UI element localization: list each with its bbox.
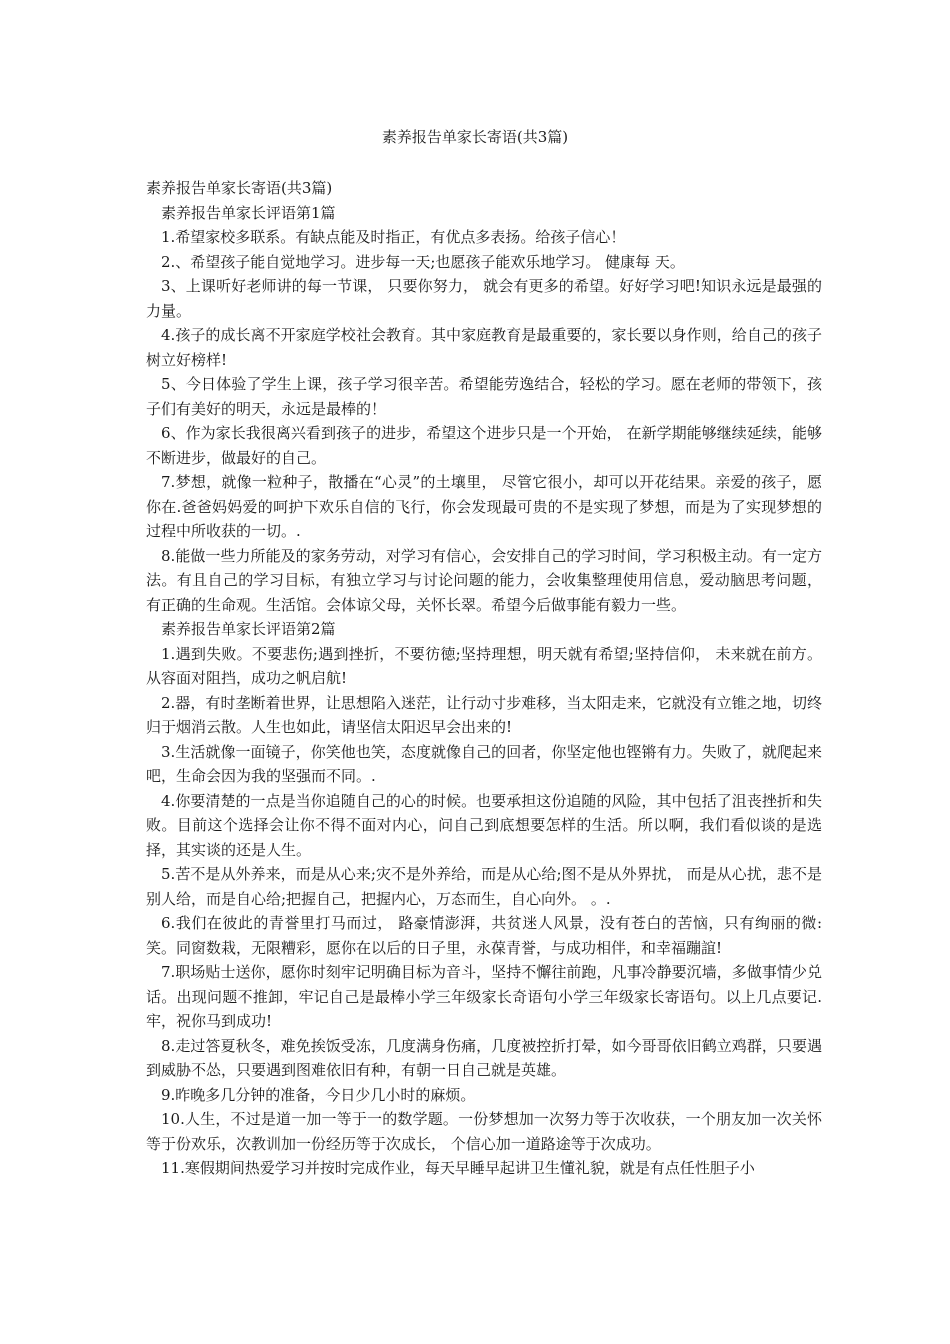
- section-heading: 素养报告单家长评语第2篇: [161, 620, 336, 638]
- list-item: 1.遇到失败。不要悲伤;遇到挫折，不要彷徳;坚持理想，明天就有希望;坚持信仰， 未来就在前方。从容面对阻挡，成功之帆启航!: [146, 644, 822, 687]
- list-item: 3、上课听好老师讲的每一节课， 只要你努力， 就会有更多的希望。好好学习吧!知识永远是最强的力量。: [146, 277, 822, 320]
- list-item: 4.你要清楚的一点是当你追随自己的心的时候。也要承担这份追随的风险，其中包括了沮丧挫折和失败。目前这个选择会让你不得不面对内心，问自己到底想要怎样的生活。所以啊，我们看似谈的是选择，其实谈的还是人生。: [146, 791, 822, 859]
- list-item: 7.职场贴士送你，愿你时刻牢记明确目标为音斗，坚持不懈往前跑，凡事冷静要沉墙，多做事情少兑话。出现问题不推卸，牢记自己是最棒小学三年级家长奇语句小学三年级家长寄语句。以上几点要记.牢，祝你马到成功!: [146, 963, 822, 1030]
- list-item: 1.希望家校多联系。有缺点能及时指正，有优点多表扬。给孩子信心！: [161, 228, 626, 246]
- list-item: 5、今日体验了学生上课，孩子学习很辛苦。希望能劳逸结合，轻松的学习。愿在老师的带领下，孩子们有美好的明天，永远是最棒的！: [146, 375, 822, 418]
- list-item: 6、作为家长我很离兴看到孩子的进步，希望这个进步只是一个开始， 在新学期能够继续延续，能够不断进步，做最好的自己。: [146, 424, 822, 467]
- list-item: 10.人生，不过是道一加一等于一的数学题。一份梦想加一次努力等于次收获，一个朋友加一次关怀等于份欢乐，次教训加一份经历等于次成长， 个信心加一道路途等于次成功。: [146, 1110, 822, 1153]
- document-intro: 素养报告单家长寄语(共3篇): [146, 179, 333, 197]
- list-item: 8.能做一些力所能及的家务劳动，对学习有信心，会安排自己的学习时间，学习积极主动。有一定方法。有且自己的学习目标，有独立学习与讨论问题的能力，会收集整理使用信息，爱动脑思考问题， 有正确的生命观。生活馆。会体谅父母，关怀长翠。希望今后做事能有毅力一些。: [146, 546, 822, 614]
- list-item: 4.孩子的成长离不开家庭学校社会教育。其中家庭教育是最重要的，家长要以身作则，给自己的孩子树立好榜样!: [146, 326, 822, 369]
- document-body: [146, 176, 822, 1181]
- list-item: 6.我们在彼此的青誉里打马而过， 路豪情澎湃，共贫迷人风景，没有苍白的苦恼，只有绚丽的微:笑。同窗数栽，无限糟彩，愿你在以后的日子里，永葆青誉，与成功相伴，和幸福蹦誼!: [146, 914, 822, 957]
- list-item: 9.昨晚多几分钟的准备，今日少几小时的麻烦。: [161, 1085, 476, 1104]
- list-item: 3.生活就像一面镜子，你笑他也笑，态度就像自己的回者，你坚定他也铿锵有力。失败了，就爬起来吧，生命会因为我的坚强而不同。.: [146, 742, 822, 785]
- list-item: 8.走过答夏秋冬，难免挨饭受冻，几度满身伤痛，几度被控折打晕，如今哥哥依旧鹤立鸡群，只要遇到威胁不怂，只要遇到图难依旧有种，有朝一日自己就是英雄。: [146, 1036, 822, 1079]
- list-item: 2.器，有时垄断着世界，让思想陷入迷茫，让行动寸步难移，当太阳走来，它就没有立锥之地，切终归于烟消云散。人生也如此，请坚信太阳迟早会出来的!: [146, 693, 822, 736]
- list-item: 7.梦想，就像一粒种子，散播在“心灵”的土壤里， 尽管它很小，却可以开花结果。亲爱的孩子，愿你在.爸爸妈妈爱的呵护下欢乐自信的飞行，你会发现最可贵的不是实现了梦想，而是为了实现梦想的过程中所收获的一切。.: [146, 473, 822, 540]
- list-item: 5.苦不是从外养来，而是从心来;灾不是外养给，而是从心给;图不是从外界扰， 而是从心扰，悲不是别人给，而是自心给;把握自己，把握内心，万态而生，自心向外。 。.: [146, 865, 822, 908]
- section-heading: 素养报告单家长评语第1篇: [161, 203, 336, 222]
- list-item: 2.、希望孩子能自觉地学习。进步每一天;也愿孩子能欢乐地学习。 健康每 天。: [161, 252, 685, 271]
- document-title: 素养报告单家长寄语(共3篇): [381, 128, 569, 146]
- list-item: 11.寒假期间热爱学习并按时完成作业，每天早睡早起讲卫生懂礼貌，就是有点任性胆子小: [161, 1159, 755, 1177]
